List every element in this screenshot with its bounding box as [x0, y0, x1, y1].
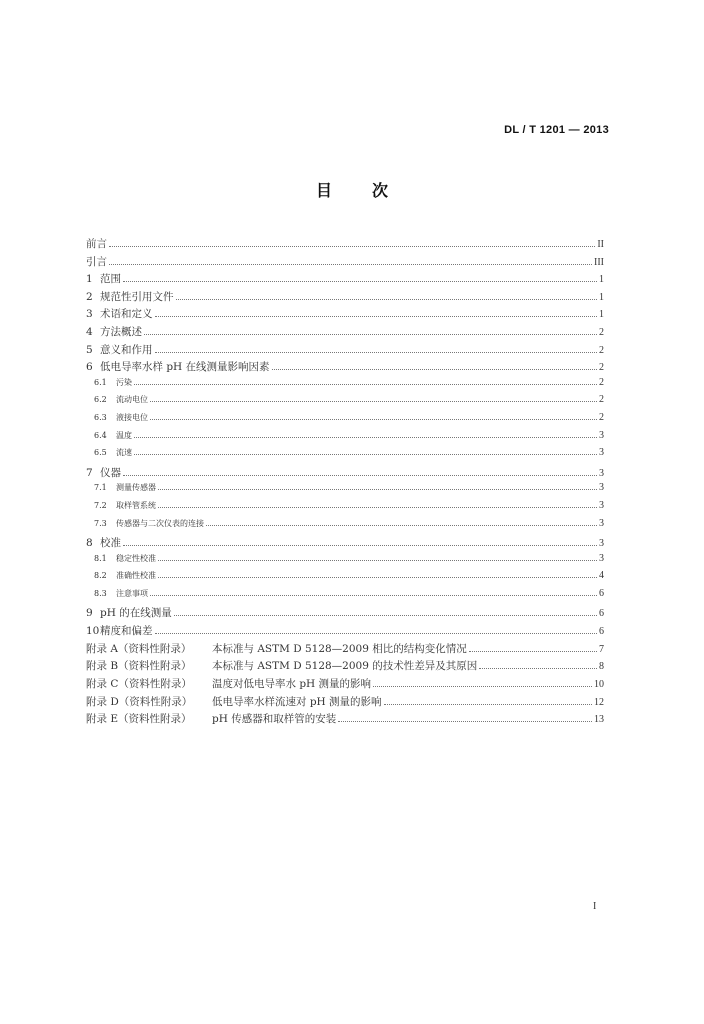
toc-entry-page: 6 — [599, 587, 604, 599]
toc-entry-title: 术语和定义 — [100, 308, 153, 321]
toc-entry-number: 8.2 — [94, 571, 107, 581]
toc-entry[interactable] — [86, 676, 604, 694]
toc-entry[interactable] — [86, 500, 604, 518]
toc-entry-title: pH 传感器和取样管的安装 — [212, 713, 337, 726]
toc-entry[interactable] — [86, 324, 604, 342]
toc-entry-page: 3 — [599, 552, 604, 564]
toc-entry[interactable] — [86, 254, 604, 272]
toc-entry[interactable] — [86, 377, 604, 395]
toc-entry-page: 8 — [599, 661, 604, 673]
toc-entry-number: 7.1 — [94, 483, 107, 493]
toc-entry-title: 测量传感器 — [116, 483, 156, 493]
toc-entry-number: 8.1 — [94, 553, 107, 563]
toc-entry-page: 12 — [594, 696, 604, 708]
toc-entry-page: 1 — [599, 274, 604, 286]
toc-entry-number: 6.2 — [94, 395, 107, 405]
toc-entry-title: 范围 — [100, 273, 121, 286]
toc-entry-page: 3 — [599, 447, 604, 459]
toc-dot-leader — [158, 577, 597, 578]
toc-dot-leader — [272, 369, 597, 370]
toc-entry-title: 液接电位 — [116, 412, 148, 422]
toc-entry[interactable] — [86, 711, 604, 729]
toc-entry-title: 仪器 — [100, 466, 121, 479]
toc-entry-number: 2 — [86, 290, 93, 303]
toc-entry[interactable] — [86, 412, 604, 430]
toc-entry-title: 规范性引用文件 — [100, 290, 174, 303]
toc-entry-page: 2 — [599, 326, 604, 338]
toc-entry-title: 低电导率水样 pH 在线测量影响因素 — [100, 361, 270, 374]
toc-entry-number: 8 — [86, 537, 93, 550]
toc-entry-title: 低电导率水样流速对 pH 测量的影响 — [212, 695, 382, 708]
toc-entry-page: 3 — [599, 482, 604, 494]
toc-entry-number: 6.5 — [94, 448, 107, 458]
toc-entry-number: 7.2 — [94, 500, 107, 510]
toc-entry-page: 2 — [599, 362, 604, 374]
toc-entry-page: II — [597, 239, 604, 250]
toc-appendix-label: 附录 D（资料性附录） — [86, 695, 193, 708]
toc-entry-page: 2 — [599, 411, 604, 423]
toc-entry-number: 5 — [86, 343, 93, 356]
toc-entry-number: 10 — [86, 625, 100, 638]
toc-dot-leader — [109, 246, 595, 247]
toc-entry[interactable] — [86, 535, 604, 553]
toc-entry[interactable] — [86, 430, 604, 448]
toc-entry-page: 2 — [599, 394, 604, 406]
toc-entry[interactable] — [86, 236, 604, 254]
toc-dot-leader — [384, 704, 592, 705]
toc-dot-leader — [469, 651, 597, 652]
toc-entry-number: 6 — [86, 361, 93, 374]
toc-entry-title: 本标准与 ASTM D 5128—2009 的技术性差异及其原因 — [212, 660, 478, 673]
toc-entry-page: 6 — [599, 608, 604, 620]
toc-entry-title: 污染 — [116, 377, 132, 387]
toc-entry-page: III — [594, 256, 604, 268]
toc-entry-page: 3 — [599, 517, 604, 529]
toc-dot-leader — [134, 384, 597, 385]
toc-dot-leader — [123, 475, 597, 476]
toc-entry[interactable] — [86, 588, 604, 606]
toc-entry-number: 9 — [86, 607, 93, 620]
toc-entry-number: 6.3 — [94, 412, 107, 422]
toc-dot-leader — [134, 437, 597, 438]
toc-dot-leader — [158, 560, 597, 561]
toc-entry-page: 1 — [599, 291, 604, 303]
toc-dot-leader — [373, 686, 592, 687]
toc-entry-page: 2 — [599, 344, 604, 356]
toc-entry-title: 本标准与 ASTM D 5128—2009 相比的结构变化情况 — [212, 642, 467, 655]
toc-entry-title: 准确性校准 — [116, 571, 156, 581]
toc-dot-leader — [134, 454, 597, 455]
toc-dot-leader — [174, 615, 597, 616]
toc-dot-leader — [206, 525, 597, 526]
toc-entry-page: 13 — [594, 714, 604, 726]
toc-entry-page: 3 — [599, 467, 604, 479]
toc-entry[interactable] — [86, 658, 604, 676]
toc-entry-title: 温度 — [116, 430, 132, 440]
toc-appendix-label: 附录 B（资料性附录） — [86, 660, 192, 673]
toc-entry[interactable] — [86, 641, 604, 659]
toc-dot-leader — [176, 299, 598, 300]
toc-appendix-label: 附录 C（资料性附录） — [86, 678, 192, 691]
toc-entry[interactable] — [86, 553, 604, 571]
toc-entry[interactable] — [86, 342, 604, 360]
toc-entry[interactable] — [86, 482, 604, 500]
toc-dot-leader — [150, 401, 597, 402]
toc-dot-leader — [123, 545, 597, 546]
toc-entry-number: 7 — [86, 466, 93, 479]
toc-entry[interactable] — [86, 694, 604, 712]
toc-appendix-label: 附录 E（资料性附录） — [86, 713, 192, 726]
toc-entry[interactable] — [86, 605, 604, 623]
toc-dot-leader — [155, 316, 598, 317]
toc-entry-number: 6.1 — [94, 377, 107, 387]
toc-entry-title: 校准 — [100, 537, 121, 550]
standard-code: DL / T 1201 — 2013 — [504, 124, 609, 136]
toc-appendix-label: 附录 A（资料性附录） — [86, 642, 192, 655]
toc-entry[interactable] — [86, 306, 604, 324]
toc-entry[interactable] — [86, 394, 604, 412]
toc-entry-title: 方法概述 — [100, 325, 142, 338]
toc-entry[interactable] — [86, 359, 604, 377]
toc-entry[interactable] — [86, 447, 604, 465]
toc-entry-title: 流动电位 — [116, 395, 148, 405]
toc-dot-leader — [123, 281, 597, 282]
toc-entry-page: 1 — [599, 309, 604, 321]
toc-dot-leader — [158, 489, 597, 490]
toc-dot-leader — [158, 507, 597, 508]
toc-entry-page: 4 — [599, 570, 604, 582]
toc-entry-title: 精度和偏差 — [100, 625, 153, 638]
toc-dot-leader — [109, 264, 592, 265]
toc-dot-leader — [150, 595, 597, 596]
toc-dot-leader — [338, 721, 592, 722]
toc-entry[interactable] — [86, 623, 604, 641]
toc-entry-title: 取样管系统 — [116, 500, 156, 510]
toc-entry-number: 6.4 — [94, 430, 107, 440]
page-number: I — [593, 901, 597, 912]
toc-entry-title: 注意事项 — [116, 588, 148, 598]
toc-entry-page: 3 — [599, 429, 604, 441]
toc-entry-page: 2 — [599, 376, 604, 388]
toc-entry-number: 7.3 — [94, 518, 107, 528]
toc-entry[interactable] — [86, 570, 604, 588]
toc-entry-page: 10 — [594, 679, 604, 691]
toc-entry[interactable] — [86, 271, 604, 289]
toc-entry-title: pH 的在线测量 — [100, 607, 172, 620]
toc-entry-page: 3 — [599, 499, 604, 511]
toc-entry-title: 流速 — [116, 448, 132, 458]
toc-dot-leader — [150, 419, 597, 420]
toc-entry-number: 3 — [86, 308, 93, 321]
toc-entry-number: 1 — [86, 273, 93, 286]
toc-entry-title: 前言 — [86, 238, 107, 250]
toc-entry-number: 4 — [86, 325, 93, 338]
toc-dot-leader — [479, 668, 597, 669]
toc-dot-leader — [155, 352, 598, 353]
table-of-contents — [86, 236, 604, 729]
toc-dot-leader — [144, 334, 597, 335]
toc-entry[interactable] — [86, 289, 604, 307]
toc-entry-page: 6 — [599, 626, 604, 638]
toc-entry-title: 温度对低电导率水 pH 测量的影响 — [212, 678, 372, 691]
toc-entry-page: 3 — [599, 538, 604, 550]
toc-entry[interactable] — [86, 465, 604, 483]
toc-entry-title: 意义和作用 — [100, 343, 153, 356]
toc-entry-title: 传感器与二次仪表的连接 — [116, 518, 204, 528]
toc-title: 目次 — [315, 181, 428, 200]
toc-entry[interactable] — [86, 518, 604, 536]
toc-entry-title: 稳定性校准 — [116, 553, 156, 563]
toc-entry-title: 引言 — [86, 255, 107, 268]
toc-entry-number: 8.3 — [94, 588, 107, 598]
toc-dot-leader — [155, 633, 598, 634]
toc-entry-page: 7 — [599, 643, 604, 655]
